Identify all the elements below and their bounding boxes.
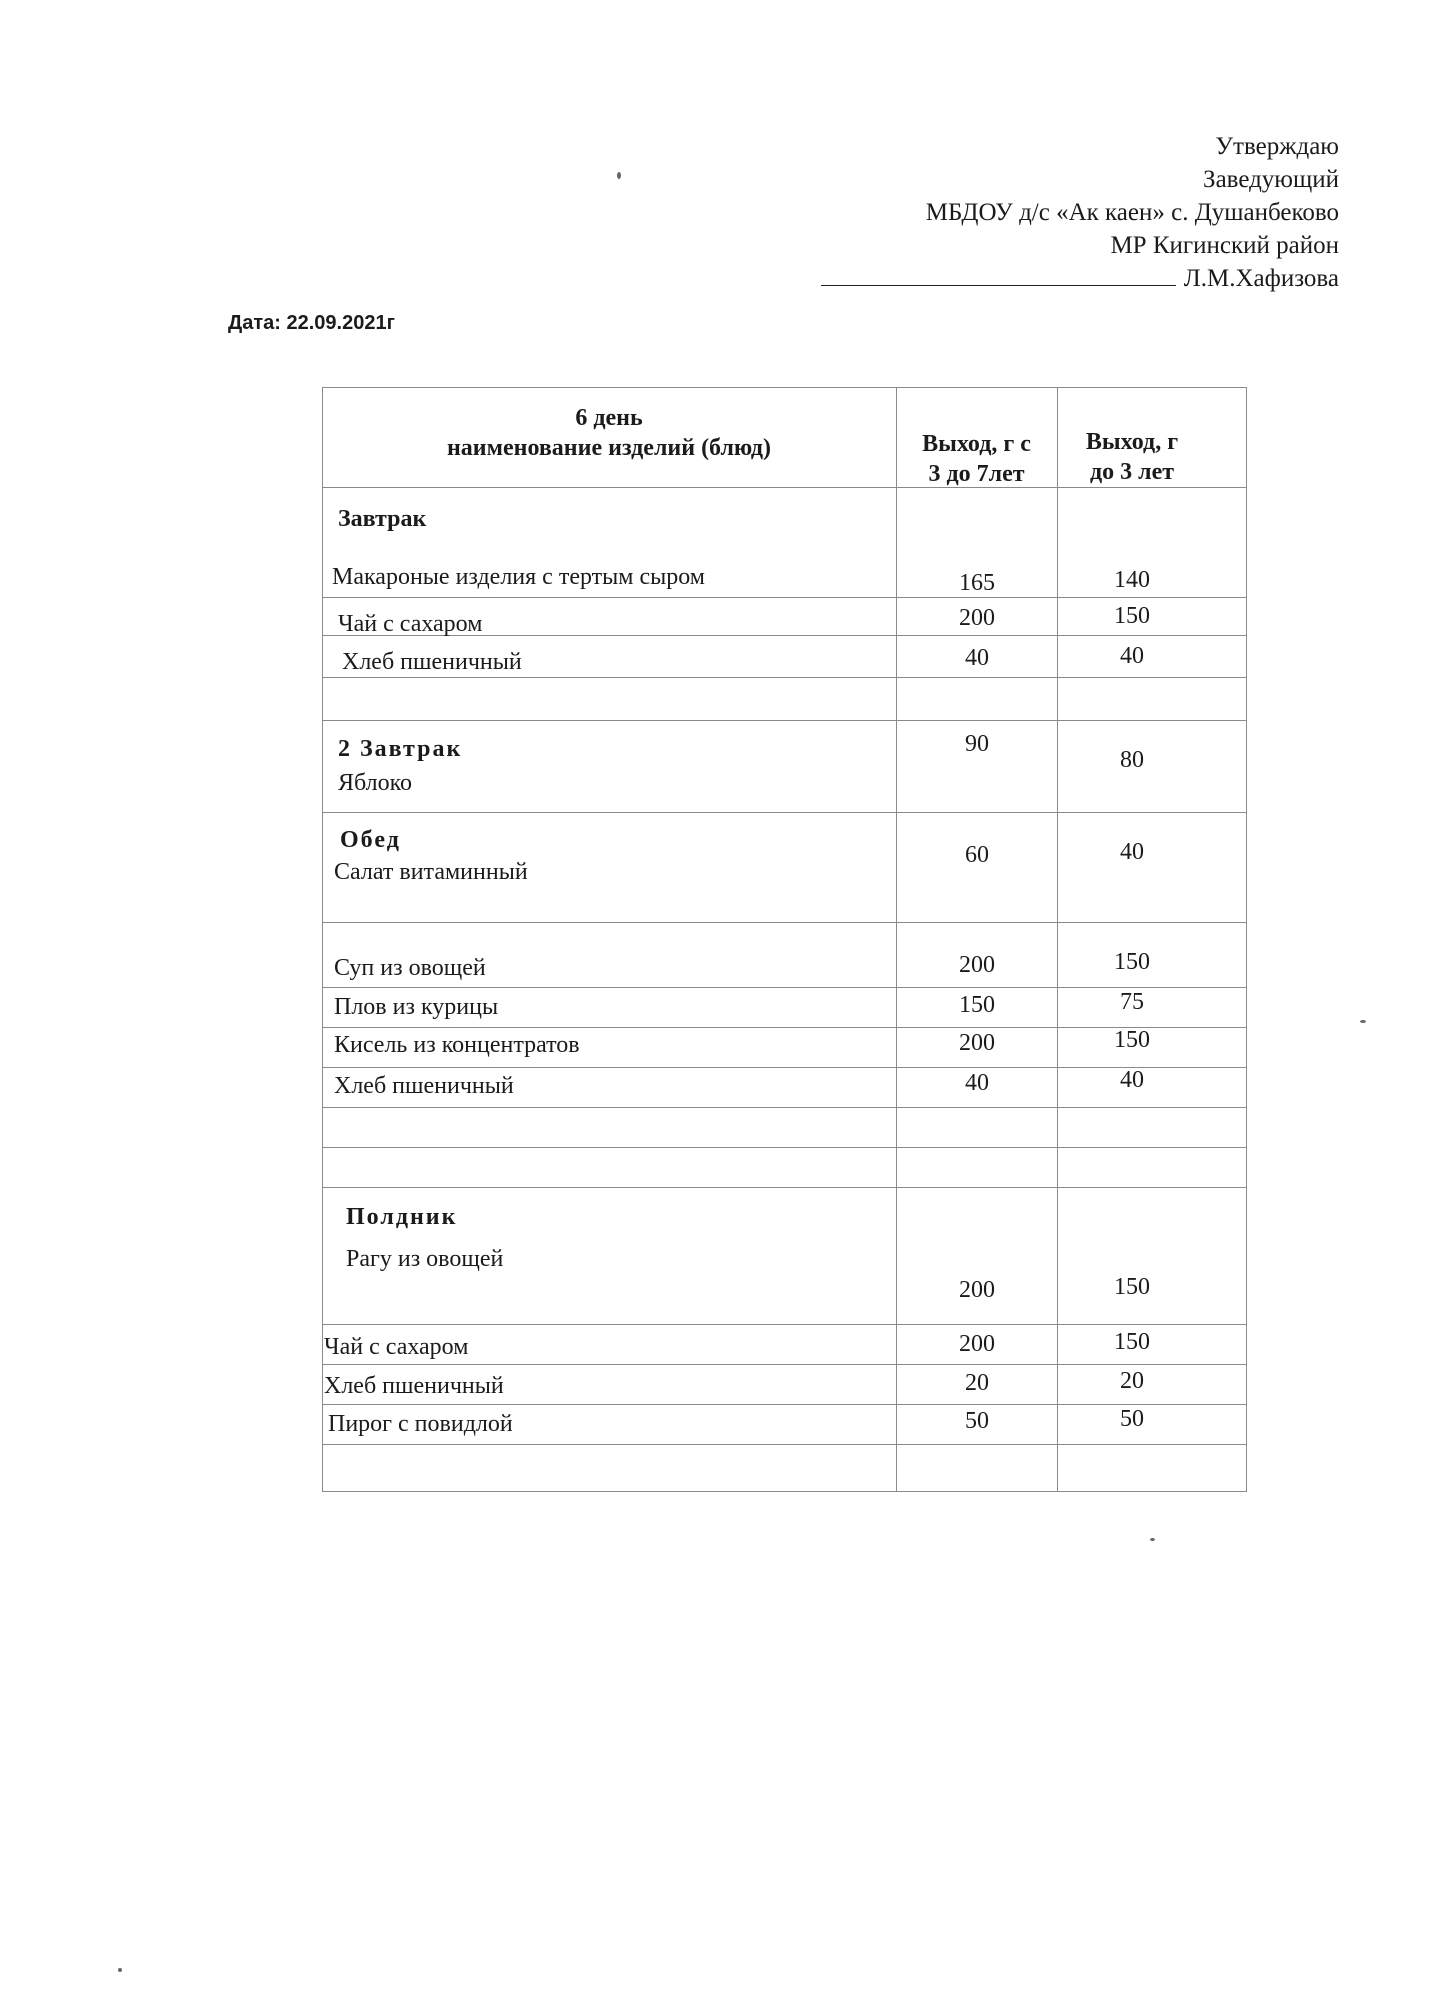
approval-signature-row — [821, 262, 1339, 295]
dish-yield-under3: 150 — [1114, 1274, 1150, 1300]
dish-yield-3-7: 200 — [959, 952, 995, 978]
dish-name: Пирог с повидлой — [328, 1411, 513, 1437]
table-row-divider — [322, 1444, 1247, 1445]
dish-yield-under3: 150 — [1114, 1329, 1150, 1355]
dish-name: Суп из овощей — [334, 955, 486, 981]
table-row-divider — [322, 1324, 1247, 1325]
dish-yield-3-7: 40 — [965, 645, 989, 671]
header-day: 6 день — [575, 405, 643, 431]
table-row-divider — [322, 597, 1247, 598]
dish-name: Чай с сахаром — [324, 1334, 469, 1360]
dish-yield-3-7: 60 — [965, 842, 989, 868]
dish-yield-3-7: 200 — [959, 1030, 995, 1056]
approval-organization: МБДОУ д/с «Ак каен» с. Душанбеково — [925, 199, 1339, 226]
table-row-divider — [322, 1187, 1247, 1188]
table-row-divider — [322, 1147, 1247, 1148]
dish-yield-under3: 50 — [1120, 1406, 1144, 1432]
meal-title-lunch: Обед — [340, 827, 401, 853]
table-row-divider — [322, 677, 1247, 678]
scan-speck — [118, 1968, 122, 1972]
dish-yield-3-7: 200 — [959, 1331, 995, 1357]
table-border-right — [1246, 387, 1247, 1492]
approval-position: Заведующий — [1203, 166, 1339, 193]
dish-yield-3-7: 150 — [959, 992, 995, 1018]
dish-name: Хлеб пшеничный — [324, 1373, 504, 1399]
dish-yield-under3: 20 — [1120, 1368, 1144, 1394]
dish-yield-under3: 150 — [1114, 1027, 1150, 1053]
dish-yield-3-7: 90 — [965, 731, 989, 757]
dish-yield-under3: 75 — [1120, 989, 1144, 1015]
dish-yield-3-7: 20 — [965, 1370, 989, 1396]
meal-title-afternoon-snack: Полдник — [346, 1204, 458, 1230]
meal-title-second-breakfast: 2 Завтрак — [338, 736, 463, 762]
table-border-top — [322, 387, 1247, 388]
table-row-divider — [322, 487, 1247, 488]
header-col-under3-line2: до 3 лет — [1089, 459, 1175, 485]
dish-yield-3-7: 200 — [959, 605, 995, 631]
dish-yield-under3: 150 — [1114, 603, 1150, 629]
table-row-divider — [322, 812, 1247, 813]
header-col-3-7-line1: Выход, г с — [922, 431, 1031, 457]
dish-yield-3-7: 40 — [965, 1070, 989, 1096]
dish-yield-under3: 40 — [1120, 1067, 1144, 1093]
dish-name: Салат витаминный — [334, 859, 528, 885]
dish-yield-under3: 80 — [1120, 747, 1144, 773]
approval-title: Утверждаю — [1215, 133, 1339, 160]
dish-yield-3-7: 165 — [959, 570, 995, 596]
scan-speck — [1150, 1538, 1155, 1541]
meal-title-breakfast: Завтрак — [338, 506, 427, 532]
table-column-divider — [896, 387, 897, 1492]
dish-yield-3-7: 200 — [959, 1277, 995, 1303]
table-border-left — [322, 387, 323, 1492]
approval-block — [821, 130, 1339, 295]
menu-date: Дата: 22.09.2021г — [228, 312, 395, 334]
dish-name: Хлеб пшеничный — [342, 649, 522, 675]
signatory-name: Л.М.Хафизова — [1183, 265, 1339, 292]
dish-yield-under3: 40 — [1120, 643, 1144, 669]
dish-yield-under3: 140 — [1114, 567, 1150, 593]
approval-district: МР Кигинский район — [1110, 232, 1339, 259]
dish-yield-3-7: 50 — [965, 1408, 989, 1434]
table-row-divider — [322, 720, 1247, 721]
dish-name: Рагу из овощей — [346, 1246, 504, 1272]
table-row-divider — [322, 922, 1247, 923]
dish-yield-under3: 150 — [1114, 949, 1150, 975]
header-col-3-7-line2: 3 до 7лет — [928, 461, 1025, 487]
table-border-bottom — [322, 1491, 1247, 1492]
header-name-column: наименование изделий (блюд) — [446, 435, 772, 461]
dish-name: Яблоко — [338, 770, 413, 796]
dish-name: Кисель из концентратов — [334, 1032, 580, 1058]
header-col-under3-line1: Выход, г — [1085, 429, 1179, 455]
dish-name: Макароные изделия с тертым сыром — [332, 564, 705, 590]
table-row-divider — [322, 1107, 1247, 1108]
signature-line — [821, 263, 1176, 286]
dish-name: Хлеб пшеничный — [334, 1073, 514, 1099]
table-row-divider — [322, 1364, 1247, 1365]
scan-speck — [1360, 1020, 1366, 1023]
dish-name: Плов из курицы — [334, 994, 499, 1020]
dish-yield-under3: 40 — [1120, 839, 1144, 865]
menu-table — [322, 387, 1247, 1492]
scan-speck — [617, 172, 621, 179]
dish-name: Чай с сахаром — [338, 611, 483, 637]
